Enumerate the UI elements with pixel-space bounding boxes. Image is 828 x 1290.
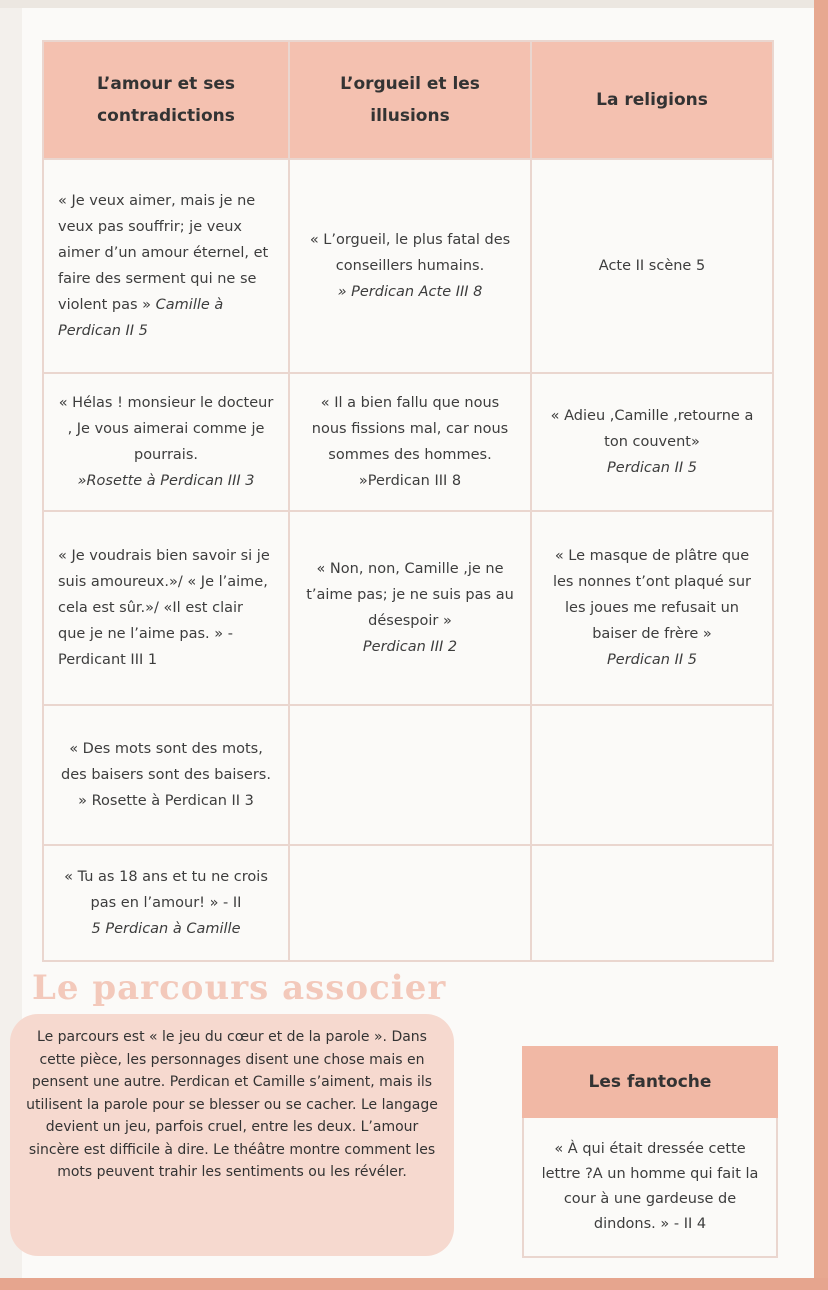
table-row bbox=[43, 159, 773, 373]
fantoche-quote: « À qui était dressée cette lettre ?A un homme qui fait la cour à une gardeuse de dindons. » - II 4 bbox=[522, 1118, 778, 1258]
table-cell: « Adieu ,Camille ,retourne a ton couvent» Perdican II 5 bbox=[531, 373, 773, 511]
table-row bbox=[43, 705, 773, 845]
table-cell: « Tu as 18 ans et tu ne crois pas en l’amour! » - II 5 Perdican à Camille bbox=[43, 845, 289, 961]
table-row bbox=[43, 845, 773, 961]
table-cell: « Je voudrais bien savoir si je suis amoureux.»/ « Je l’aime, cela est sûr.»/ «Il est clair que je ne l’aime pas. » - Perdicant III 1 bbox=[43, 511, 289, 705]
table-cell: « Des mots sont des mots, des baisers sont des baisers. » Rosette à Perdican II 3 bbox=[43, 705, 289, 845]
table-header-row bbox=[43, 41, 773, 159]
table-cell: « Le masque de plâtre que les nonnes t’ont plaqué sur les joues me refusait un baiser de frère » Perdican II 5 bbox=[531, 511, 773, 705]
page-top-border bbox=[0, 0, 828, 8]
themes-table bbox=[42, 40, 774, 962]
parcours-summary: Le parcours est « le jeu du cœur et de la parole ». Dans cette pièce, les personnages disent une chose mais en pensent une autre. Perdican et Camille s’aiment, mais ils utilisent la parole pour se blesser ou se cacher. Le langage devient un jeu, parfois cruel, entre les deux. L’amour sincère est difficile à dire. Le théâtre montre comment les mots peuvent trahir les sentiments ou les révéler. bbox=[10, 1014, 454, 1256]
table-cell: « Je veux aimer, mais je ne veux pas souffrir; je veux aimer d’un amour éternel, et faire des serment qui ne se violent pas » Camille à Perdican II 5 bbox=[43, 159, 289, 373]
table-row bbox=[43, 373, 773, 511]
page-bottom-border bbox=[0, 1278, 828, 1290]
header-amour: L’amour et ses contradictions bbox=[43, 41, 289, 159]
table-cell-empty bbox=[531, 705, 773, 845]
header-orgueil: L’orgueil et les illusions bbox=[289, 41, 531, 159]
table-cell: « L’orgueil, le plus fatal des conseillers humains. » Perdican Acte III 8 bbox=[289, 159, 531, 373]
table-cell: Acte II scène 5 bbox=[531, 159, 773, 373]
fantoche-title: Les fantoche bbox=[522, 1046, 778, 1118]
table-cell-empty bbox=[531, 845, 773, 961]
table-row bbox=[43, 511, 773, 705]
table-cell: « Non, non, Camille ,je ne t’aime pas; je ne suis pas au désespoir » Perdican III 2 bbox=[289, 511, 531, 705]
parcours-title: Le parcours associer bbox=[32, 968, 447, 1008]
page-right-border bbox=[814, 0, 828, 1290]
table-cell-empty bbox=[289, 845, 531, 961]
table-cell: « Il a bien fallu que nous nous fissions mal, car nous sommes des hommes. »Perdican III 8 bbox=[289, 373, 531, 511]
table-cell-empty bbox=[289, 705, 531, 845]
table-cell: « Hélas ! monsieur le docteur , Je vous aimerai comme je pourrais. »Rosette à Perdican III 3 bbox=[43, 373, 289, 511]
header-religion: La religions bbox=[531, 41, 773, 159]
